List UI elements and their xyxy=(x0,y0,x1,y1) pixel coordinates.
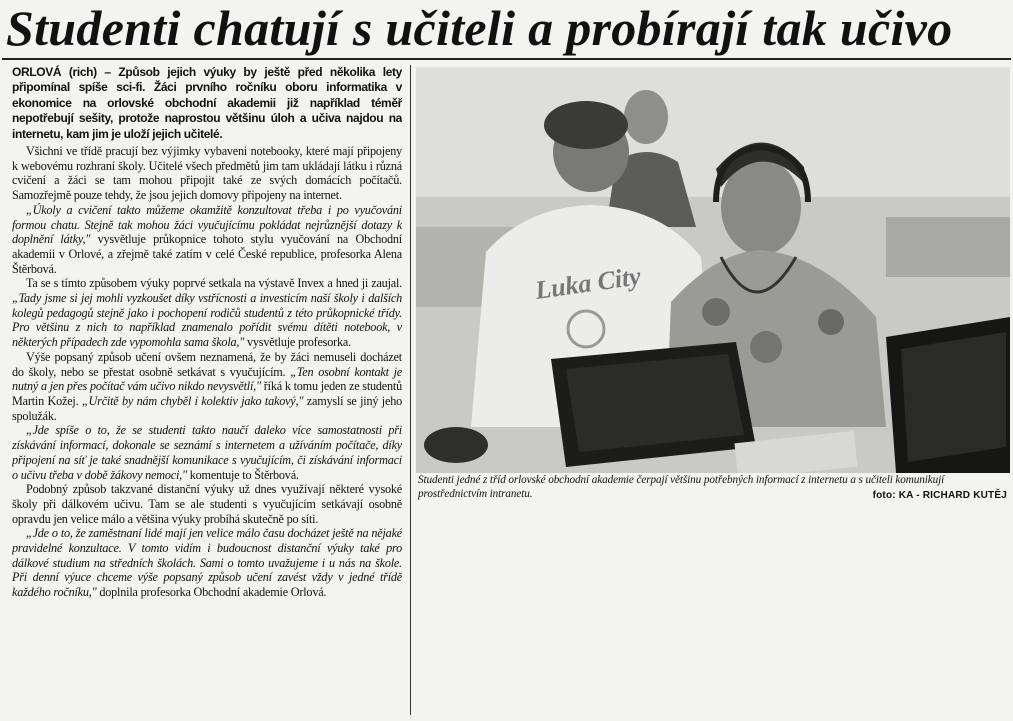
paragraph-6: Podobný způsob takzvané distanční výuky už dnes využívají některé vysoké školy při dálkovém učivu. Tam se ale studenti s vyučujícím setkávají osobně opravdu jen velice málo a většina výuky probíhá skutečně po síti. xyxy=(12,482,402,526)
paragraph-4-middle: říká k tomu jeden ze studentů Martin Kožej. xyxy=(12,379,402,408)
photo-desk-right xyxy=(886,217,1010,277)
photo-illustration xyxy=(416,67,1010,473)
paragraph-5-quote: „Jde spíše o to, že se studenti takto naučí daleko více samostatnosti při získávání informací, dokonale se seznámí s internetem a užíváním počítače, díky připojení na síť je také snadnější komunikace s vyučujícím, či získávání informací o učivu třeba v době žákovy nemoci," xyxy=(12,423,402,482)
paragraph-2-text: vysvětluje průkopnice tohoto stylu vyučování na Obchodní akademii v Orlové, a zřejmě také zatím v celé České republice, profesorka Alena Štěrbová. xyxy=(12,232,402,276)
column-divider xyxy=(410,65,411,715)
article-lead: ORLOVÁ (rich) – Způsob jejich výuky by ještě před několika lety připomínal spíše sci-fi. Žáci prvního ročníku oboru informatika v ekonomice na orlovské obchodní akademii již například téměř nepotřebují sešity, protože naprostou většinu úloh a učiva najdou na internetu, kam jim je uloží jejich učitelé. xyxy=(12,65,402,141)
article-body xyxy=(12,65,402,719)
paragraph-2 xyxy=(12,203,402,277)
paragraph-7 xyxy=(12,526,402,600)
laptop-right xyxy=(886,317,1010,473)
headline-rule xyxy=(2,58,1011,60)
paragraph-7-quote: „Jde o to, že zaměstnaní lidé mají jen velice málo času docházet ještě na nějaké pravidelné konzultace. V tomto vidím i budoucnost distanční výuky také pro dálkové studium na středních školách. Sami o tomto uvažujeme i u nás na škole. Při denní výuce chceme výše popsaný způsob učení zavést vždy v jedné třídě každého ročníku," xyxy=(12,526,402,600)
paragraph-3-intro: Ta se s tímto způsobem výuky poprvé setkala na výstavě Invex a hned ji zaujal. xyxy=(26,276,402,291)
paragraph-5 xyxy=(12,423,402,482)
paragraph-3-text: vysvětluje profesorka. xyxy=(244,335,351,350)
headline: Studenti chatují s učiteli a probírají tak učivo xyxy=(6,0,953,56)
shirt-print: Luka City xyxy=(533,261,643,305)
paragraph-3-quote: „Tady jsme si jej mohli vyzkoušet díky vstřícnosti a investicím naší školy i dalších kolegů pedagogů stejně jako i pochopení rodičů studentů z této průkopnické třídy. Pro většinu z nich to například znamenalo pořídit svému dítěti notebook, v některých případech zde vypomohla sama škola," xyxy=(12,291,402,350)
laptop-center xyxy=(551,342,756,467)
photo-caption: Studenti jedné z tříd orlovské obchodní akademie čerpají většinu potřebných informací z internetu a s učiteli komunikují prostřednictvím intranetu. xyxy=(418,474,945,500)
paragraph-7-text: doplnila profesorka Obchodní akademie Orlová. xyxy=(96,585,327,600)
paragraph-4-quote-2: „Určitě by nám chyběl i kolektiv jako takový," xyxy=(81,393,304,408)
paragraph-4-text: zamyslí se jiný jeho spolužák. xyxy=(12,393,402,423)
paragraph-4-quote: „Ten osobní kontakt je nutný a jen přes počítač vám učivo nikdo nevysvětlí," xyxy=(12,364,402,394)
paragraph-4-intro: Výše popsaný způsob učení ovšem neznamená, že by žáci nemuseli docházet do školy, nebo se přestat osobně setkávat s vyučujícím. xyxy=(12,349,402,379)
photo-wall xyxy=(416,67,1010,197)
paragraph-2-quote: „Úkoly a cvičení takto můžeme okamžitě konzultovat třeba i po vyučování formou chatu. Stejně tak mohou žáci vyučujícímu pokládat nejrůznější dotazy k doplnění látky," xyxy=(12,202,402,247)
article-photo xyxy=(416,67,1010,473)
paragraph-1: Všichni ve třídě pracují bez výjimky vybaveni notebooky, které mají připojeny k webovému rozhraní školy. Učitelé všech předmětů jim tam ukládají látku i různá cvičení a žáci se tam mohou připojit také ze svých domácích počítačů. Samozřejmě pouze tehdy, že jsou jejich domovy připojeny na internet. xyxy=(12,144,402,203)
paragraph-4 xyxy=(12,350,402,424)
paragraph-3 xyxy=(12,276,402,350)
bag xyxy=(424,427,488,463)
paragraph-5-text: komentuje to Štěrbová. xyxy=(186,467,299,482)
photo-credit: foto: KA - RICHARD KUTĚJ xyxy=(872,490,1007,501)
